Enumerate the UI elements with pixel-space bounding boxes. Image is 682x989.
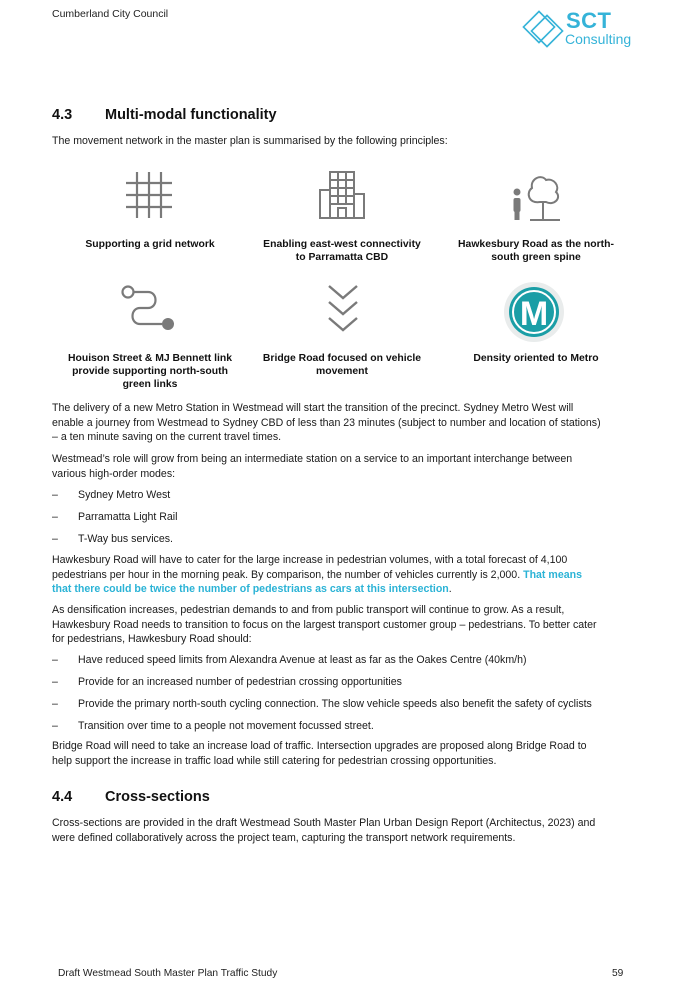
cross-sections-paragraph: Cross-sections are provided in the draft Westmead South Master Plan Urban Design Report (Architectus, 2023) and were defined collaboratively across the project team, capturing the transport network requirements. [52, 817, 596, 844]
metro-letter: M [519, 295, 549, 333]
diamond-logo-icon [518, 8, 568, 54]
route-icon [118, 282, 180, 332]
list-item: – Have reduced speed limits from Alexandra Avenue at least as far as the Oakes Centre (40km/h) [52, 654, 527, 666]
westmead-role-paragraph: Westmead’s role will grow from being an intermediate station on a service to an important interchange between various high-order modes: [52, 453, 573, 480]
principle-caption-3: Hawkesbury Road as the north- south green spine [458, 239, 614, 263]
metro-icon [502, 280, 566, 344]
pedestrian-volume-paragraph: Hawkesbury Road will have to cater for the large increase in pedestrian volumes, with a total forecast of 4,100 pedestrians per hour in the morning peak. By comparison, the number of vehicles currently is 2,000. That means that there could be twice the number of pedestrians as cars at this intersection. [52, 554, 582, 596]
section-title: Multi-modal functionality [105, 107, 277, 123]
highlight-text: That means [523, 568, 582, 581]
section-heading-4-3 [52, 107, 277, 123]
list-item: – Transition over time to a people not movement focussed street. [52, 720, 374, 732]
chevrons-down-icon [326, 283, 360, 335]
sct-consulting-logo [518, 8, 638, 54]
list-item: – Provide for an increased number of pedestrian crossing opportunities [52, 676, 402, 688]
logo-consulting-text: Consulting [565, 31, 632, 47]
buildings-icon [318, 170, 366, 220]
principle-caption-5: Bridge Road focused on vehicle movement [262, 353, 422, 377]
list-item: – Provide the primary north-south cycling connection. The slow vehicle speeds also benefit the safety of cyclists [52, 698, 592, 710]
bridge-road-paragraph: Bridge Road will need to take an increase load of traffic. Intersection upgrades are proposed along Bridge Road to help support the increase in traffic load while still catering for pedestrian crossing opportunities. [52, 740, 587, 767]
section-title: Cross-sections [105, 789, 210, 805]
tree-person-icon [510, 170, 562, 222]
principle-caption-4: Houison Street & MJ Bennett link provide supporting north-south green links [68, 353, 232, 390]
footer-document-title: Draft Westmead South Master Plan Traffic Study [58, 968, 278, 979]
header-organisation: Cumberland City Council [52, 8, 169, 20]
metro-paragraph: The delivery of a new Metro Station in Westmead will start the transition of the precinct. Sydney Metro West will enable a journey from Westmead to Sydney CBD of less than 23 minutes (subject to number and location of stations) – a ten minute saving on the current travel times. [52, 402, 601, 444]
densification-paragraph: As densification increases, pedestrian demands to and from public transport will continue to grow. As a result, Hawkesbury Road needs to transition to focus on the largest transport customer group – pedestrians. To better cater for pedestrians, Hawkesbury Road should: [52, 604, 597, 646]
principle-caption-6: Density oriented to Metro [473, 353, 599, 364]
page-number: 59 [612, 968, 624, 979]
highlight-text: that there could be twice the number of pedestrians as cars at this intersection [52, 583, 449, 596]
intro-paragraph: The movement network in the master plan is summarised by the following principles: [52, 135, 448, 147]
section-number: 4.4 [52, 789, 73, 805]
section-heading-4-4 [52, 789, 210, 805]
list-item: – Sydney Metro West [52, 489, 171, 501]
principle-caption-1: Supporting a grid network [85, 239, 215, 250]
list-item: – T-Way bus services. [52, 533, 173, 545]
grid-icon [124, 170, 174, 220]
principle-caption-2: Enabling east-west connectivity to Parramatta CBD [263, 239, 421, 263]
section-number: 4.3 [52, 107, 73, 123]
logo-sct-text: SCT [566, 8, 612, 33]
list-item: – Parramatta Light Rail [52, 511, 178, 523]
